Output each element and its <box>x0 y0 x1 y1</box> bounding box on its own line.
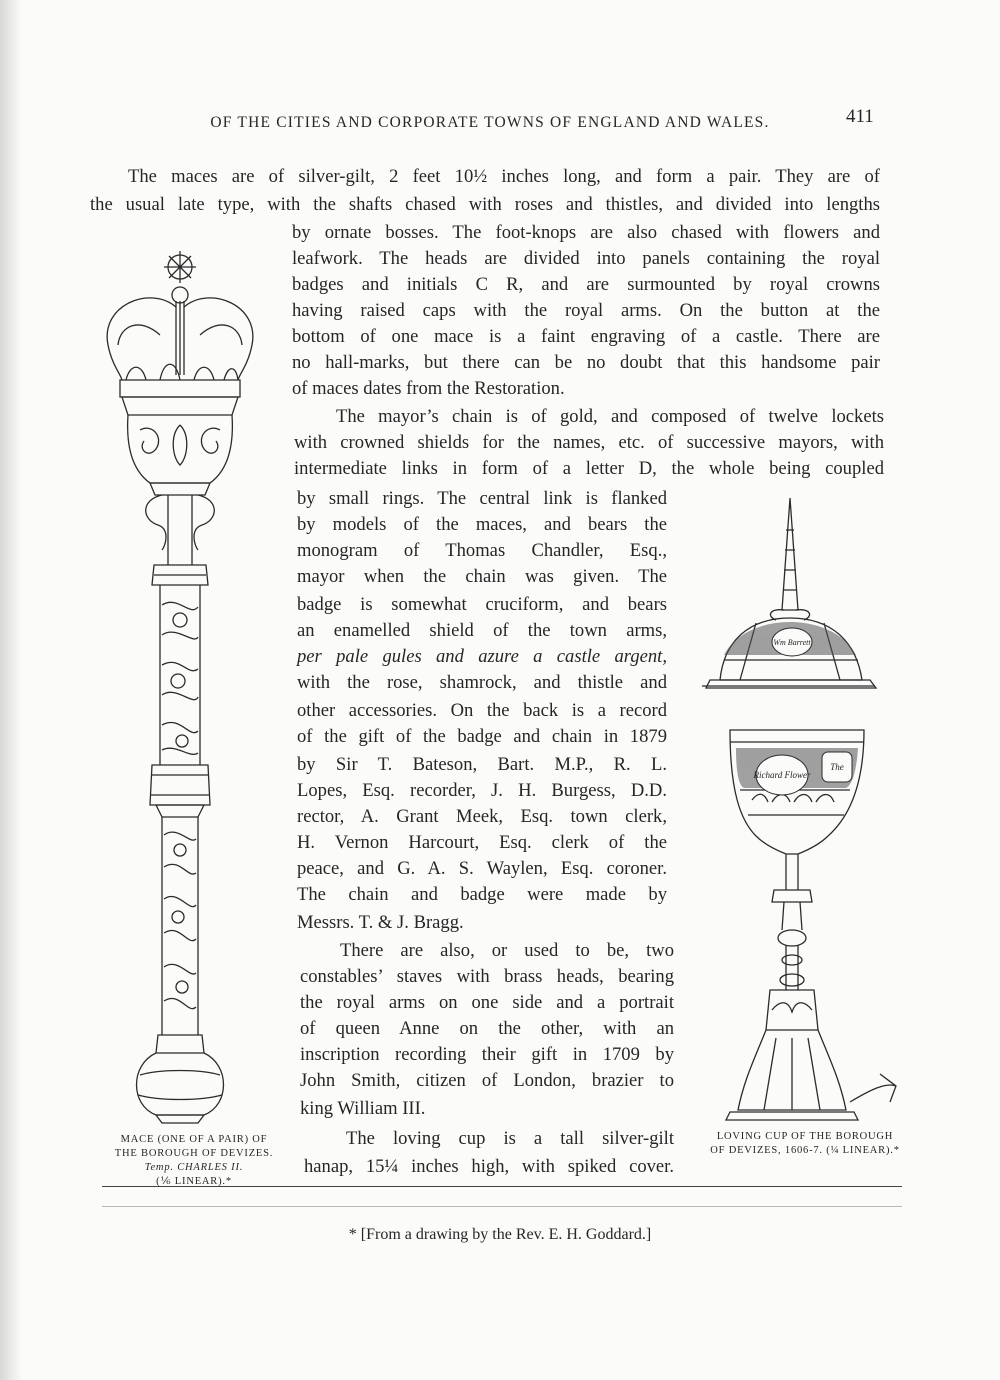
text-line: rector, A. Grant Meek, Esq. town clerk, <box>297 806 667 827</box>
cup-caption-line: OF DEVIZES, 1606-7. (¼ LINEAR).* <box>710 1145 900 1156</box>
text-line: There are also, or used to be, two <box>340 940 674 961</box>
mace-caption-line: THE BOROUGH OF DEVIZES. <box>114 1148 274 1159</box>
text-line: having raised caps with the royal arms. On the button at the <box>292 300 880 321</box>
footnote-rule-faint <box>102 1206 902 1207</box>
cover-medallion-text: Wm Barrett <box>773 638 811 647</box>
mace-caption-line: Temp. CHARLES II. <box>144 1162 244 1173</box>
mace-caption-line: (⅙ LINEAR).* <box>156 1176 232 1187</box>
footnote: * [From a drawing by the Rev. E. H. Goddard.] <box>348 1226 652 1243</box>
text-line: with the rose, shamrock, and thistle and <box>297 672 667 693</box>
text-line: peace, and G. A. S. Waylen, Esq. coroner. <box>297 858 667 879</box>
running-title: OF THE CITIES AND CORPORATE TOWNS OF ENGLAND AND WALES. <box>210 114 770 131</box>
text-line: bottom of one mace is a faint engraving of a castle. There are <box>292 326 880 347</box>
text-line: an enamelled shield of the town arms, <box>297 620 667 641</box>
text-line: the royal arms on one side and a portrait <box>300 992 674 1013</box>
text-line: by models of the maces, and bears the <box>297 514 667 535</box>
bowl-medallion-text: Richard Flower <box>753 770 811 780</box>
text-line: no hall-marks, but there can be no doubt that this handsome pair <box>292 352 880 373</box>
loving-cup-illustration <box>700 490 900 1130</box>
text-line: intermediate links in form of a letter D, the whole being coupled <box>294 458 884 479</box>
text-line: The mayor’s chain is of gold, and composed of twelve lockets <box>336 406 884 427</box>
text-line: badges and initials C R, and are surmounted by royal crowns <box>292 274 880 295</box>
text-line: by small rings. The central link is flanked <box>297 488 667 509</box>
mace-caption <box>96 1133 292 1189</box>
text-line: by ornate bosses. The foot-knops are also chased with flowers and <box>292 222 880 243</box>
text-line: John Smith, citizen of London, brazier to <box>300 1070 674 1091</box>
cup-caption-line: LOVING CUP OF THE BOROUGH <box>716 1131 894 1142</box>
text-line-italic: per pale gules and azure a castle argent, <box>297 646 667 667</box>
text-line: The chain and badge were made by <box>297 884 667 905</box>
text-line: with crowned shields for the names, etc. of successive mayors, with <box>294 432 884 453</box>
page-number: 411 <box>846 106 874 127</box>
text-line: other accessories. On the back is a record <box>297 700 667 721</box>
text-line: the usual late type, with the shafts chased with roses and thistles, and divided into lengths <box>90 194 880 215</box>
text-line: H. Vernon Harcourt, Esq. clerk of the <box>297 832 667 853</box>
text-line: leafwork. The heads are divided into panels containing the royal <box>292 248 880 269</box>
text-line: monogram of Thomas Chandler, Esq., <box>297 540 667 561</box>
text-line: constables’ staves with brass heads, bearing <box>300 966 674 987</box>
footnote-rule <box>102 1186 902 1187</box>
text-line: of maces dates from the Restoration. <box>292 378 565 399</box>
text-line: hanap, 15¼ inches high, with spiked cover. <box>304 1156 674 1177</box>
text-line: mayor when the chain was given. The <box>297 566 667 587</box>
text-line: Messrs. T. & J. Bragg. <box>297 912 464 933</box>
text-line: inscription recording their gift in 1709 by <box>300 1044 674 1065</box>
text-line: The maces are of silver-gilt, 2 feet 10½ inches long, and form a pair. They are of <box>128 166 880 187</box>
mace-illustration <box>90 245 290 1125</box>
text-line: of queen Anne on the other, with an <box>300 1018 674 1039</box>
text-line: Lopes, Esq. recorder, J. H. Burgess, D.D. <box>297 780 667 801</box>
text-line: The loving cup is a tall silver-gilt <box>346 1128 674 1149</box>
text-line: of the gift of the badge and chain in 1879 <box>297 726 667 747</box>
cup-caption <box>700 1130 910 1158</box>
mace-caption-line: MACE (ONE OF A PAIR) OF <box>120 1134 268 1145</box>
page-gutter-shadow <box>0 0 22 1380</box>
text-line: king William III. <box>300 1098 426 1119</box>
text-line: by Sir T. Bateson, Bart. M.P., R. L. <box>297 754 667 775</box>
text-line: badge is somewhat cruciform, and bears <box>297 594 667 615</box>
bowl-medallion-text: The <box>830 762 844 772</box>
